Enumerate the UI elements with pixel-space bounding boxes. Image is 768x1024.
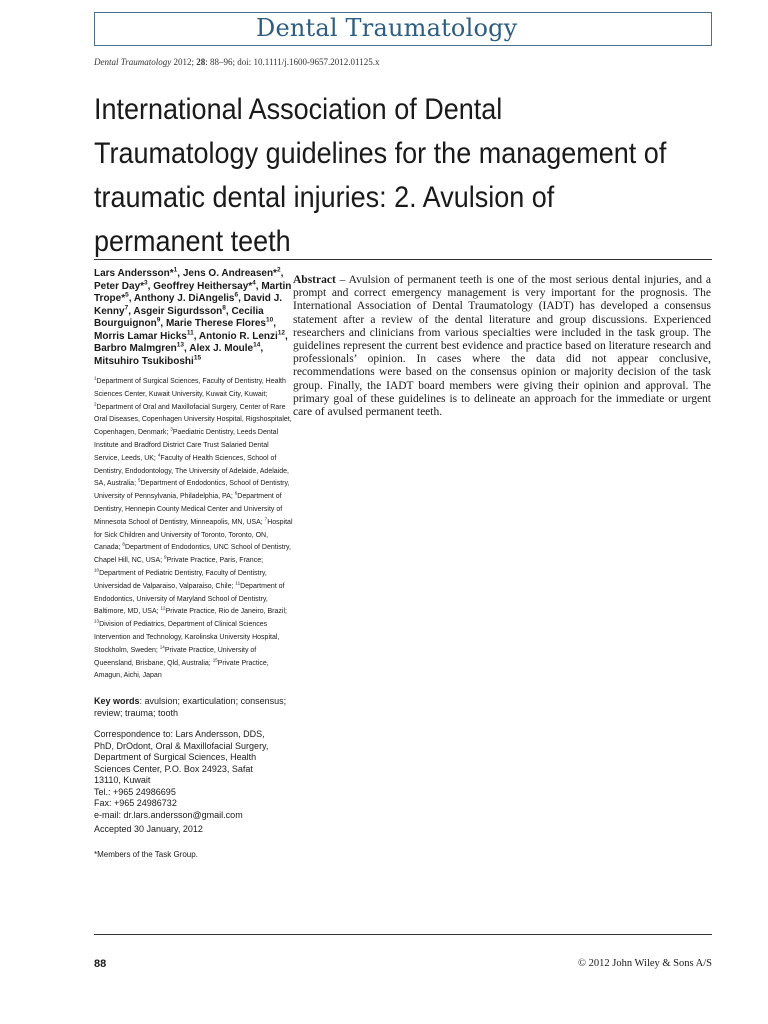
copyright: © 2012 John Wiley & Sons A/S	[578, 958, 712, 969]
abstract-text: – Avulsion of permanent teeth is one of the most serious dental injuries, and a prompt and correct emergency management is very important for the prognosis. The International Association of Dental Traumatology (IADT) has developed a consensus statement after a review of the dental literature and group discussions. Experienced researchers and clinicians from various specialties were included in the task group. The guidelines represent the current best evidence and practice based on literature research and professionals’ opinion. In cases where the data did not appear conclusive, recommendations were based on the consensus opinion or majority decision of the task group. Finally, the IADT board members were giving their opinion and approval. The primary goal of these guidelines is to delineate an approach for the immediate or urgent care of avulsed permanent teeth.	[293, 274, 711, 419]
correspondence-email: e-mail: dr.lars.andersson@gmail.com	[94, 809, 243, 820]
correspondence-line: Correspondence to: Lars Andersson, DDS,	[94, 729, 265, 740]
footer-divider	[94, 934, 712, 935]
task-group-note: *Members of the Task Group.	[94, 850, 198, 860]
title-divider	[94, 259, 712, 260]
correspondence-line: Department of Surgical Sciences, Health	[94, 752, 257, 763]
affiliations: $^1$Department of Surgical Sciences, Faculty of Dentistry, Health Sciences Center, Kuwait University, Kuwait City, Kuwait; $^2$Department of Oral and Maxillofacial Surgery, Center of Rare Oral Diseases, Copenhagen University Hospital, Rigshospitalet, Copenhagen, Denmark; $^3$Paediatric Dentistry, Leeds Dental Institute and Bradford District Care Trust Salaried Dental Service, Leeds, UK; $^4$Faculty of Health Sciences, School of Dentistry, Endodontology, The University of Adelaide, Adelaide, SA, Australia; $^5$Department of Endodontics, School of Dentistry, University of Pennsylvania, Philadelphia, PA; $^6$Department of Dentistry, Hennepin County Medical Center and University of Minnesota School of Dentistry, Minneapolis, MN, USA; $^7$Hospital for Sick Children and University of Toronto, Toronto, ON, Canada; $^8$Department of Endodontics, UNC School of Dentistry, Chapel Hill, NC, USA; $^9$Private Practice, Paris, France; $^{10}$Department of Pediatric Dentistry, Faculty of Dentistry, Universidad de Valparaiso, Valparaiso, Chile; $^{11}$Department of Endodontics, University of Maryland School of Dentistry, Baltimore, MD, USA; $^{12}$Private Practice, Rio de Janeiro, Brazil; $^{13}$Division of Pediatrics, Department of Clinical Sciences Intervention and Technology, Karolinska University Hospital, Stockholm, Sweden; $^{14}$Private Practice, University of Queensland, Brisbane, Qld, Australia; $^{15}$Private Practice, Amagun, Aichi, Japan	[94, 375, 293, 680]
correspondence-tel: Tel.: +965 24986695	[94, 786, 176, 797]
correspondence-fax: Fax: +965 24986732	[94, 798, 177, 809]
article-title: International Association of Dental Traumatology guidelines for the management of traumatic dental injuries: 2. Avulsion of permanent teeth	[94, 93, 667, 258]
citation-doi: : 88–96; doi: 10.1111/j.1600-9657.2012.01125.x	[205, 57, 380, 67]
abstract-label: Abstract	[293, 274, 336, 286]
abstract	[293, 274, 711, 419]
correspondence-line: PhD, DrOdont, Oral & Maxillofacial Surgery,	[94, 740, 269, 751]
author-list: Lars Andersson*$^1$, Jens O. Andreasen*$^2$, Peter Day*$^3$, Geoffrey Heithersay*$^4$, Martin Trope*$^5$, Anthony J. DiAngelis$^6$, David J. Kenny$^7$, Asgeir Sigurdsson$^8$, Cecilia Bourguignon$^9$, Marie Therese Flores$^{10}$, Morris Lamar Hicks$^{11}$, Antonio R. Lenzi$^{12}$, Barbro Malmgren$^{13}$, Alex J. Moule$^{14}$, Mitsuhiro Tsukiboshi$^{15}$	[94, 266, 292, 367]
citation-line	[94, 57, 379, 67]
citation-year: 2012;	[171, 57, 197, 67]
correspondence-line: Sciences Center, P.O. Box 24923, Safat	[94, 763, 253, 774]
front-matter-column	[94, 268, 294, 861]
accepted-date: Accepted 30 January, 2012	[94, 824, 203, 835]
keywords	[94, 695, 294, 719]
correspondence-line: 13110, Kuwait	[94, 775, 151, 786]
page-number: 88	[94, 958, 107, 970]
citation-volume: 28	[196, 57, 206, 67]
journal-title: Dental Traumatology	[256, 14, 518, 42]
keywords-label: Key words	[94, 696, 140, 707]
correspondence	[94, 729, 294, 821]
keywords-list: : avulsion; exarticulation; consensus; review; trauma; tooth	[94, 696, 287, 719]
citation-journal-name: Dental Traumatology	[94, 57, 172, 67]
